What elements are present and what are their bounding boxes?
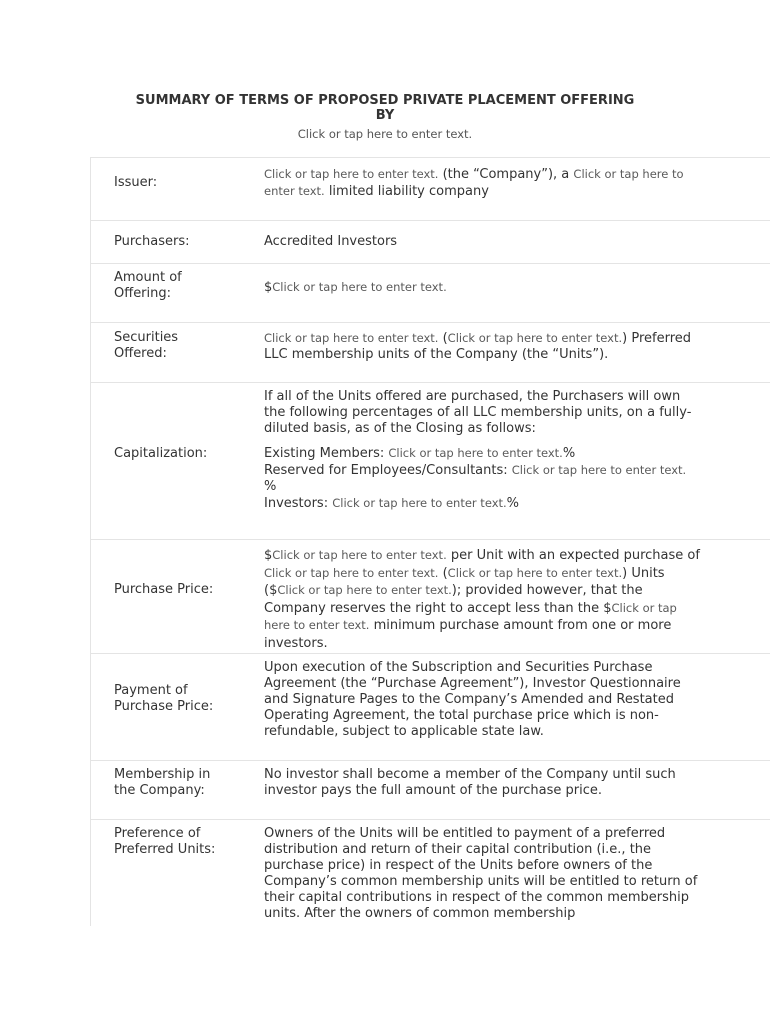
cap-reserved bbox=[264, 462, 704, 495]
cap-investors bbox=[264, 495, 704, 512]
content-payment: Upon execution of the Subscription and Securities Purchase Agreement (the “Purchase Agreement”), Investor Questionnaire and Signature Pages to the Company’s Amended and Restated Operating Agreement, the total purchase price which is non-refundable, subject to applicable state law. bbox=[264, 660, 681, 739]
cap-existing-members bbox=[264, 445, 704, 462]
capitalization-intro: If all of the Units offered are purchased, the Purchasers will own the following percentages of all LLC membership units, on a fully-diluted basis, as of the Closing as follows: bbox=[264, 389, 692, 436]
label-purchase-price: Purchase Price: bbox=[114, 582, 214, 597]
placeholder-units-words[interactable]: Click or tap here to enter text. bbox=[264, 331, 439, 345]
issuer-text-1: (the “Company”), a bbox=[438, 167, 574, 182]
placeholder-existing-pct[interactable]: Click or tap here to enter text. bbox=[388, 446, 563, 460]
investors-pct-sign: % bbox=[506, 496, 520, 511]
placeholder-reserved-pct[interactable]: Click or tap here to enter text. bbox=[511, 463, 687, 477]
placeholder-expected-units-number[interactable]: Click or tap here to enter text. bbox=[447, 565, 623, 580]
placeholder-state[interactable]: Click or tap here to enter text. bbox=[264, 167, 684, 198]
content-securities bbox=[264, 330, 704, 363]
placeholder-expected-units-words[interactable]: Click or tap here to enter text. bbox=[264, 565, 439, 580]
amount-prefix: $ bbox=[264, 280, 273, 295]
label-amount: Amount of Offering: bbox=[114, 270, 182, 301]
placeholder-company-name[interactable]: Click or tap here to enter text. bbox=[264, 167, 439, 181]
price-text-1: $ bbox=[264, 548, 273, 563]
label-securities: Securities Offered: bbox=[114, 330, 179, 361]
row-payment bbox=[91, 654, 770, 761]
price-text-3: ( bbox=[438, 565, 448, 581]
content-preference: Owners of the Units will be entitled to payment of a preferred distribution and return of their capital contribution (i.e., the purchase price) in respect of the Units before owners of the Company’s common membership units will be entitled to return of their capital contributions in respect of the common membership units. After the owners of common membership bbox=[264, 826, 698, 921]
label-payment: Payment of Purchase Price: bbox=[114, 683, 214, 714]
row-amount bbox=[91, 264, 770, 323]
placeholder-units-number[interactable]: Click or tap here to enter text. bbox=[447, 331, 623, 345]
placeholder-amount[interactable]: Click or tap here to enter text. bbox=[272, 280, 447, 294]
terms-table bbox=[90, 157, 770, 926]
content-purchase-price bbox=[264, 547, 704, 652]
document-title bbox=[0, 93, 770, 123]
placeholder-investors-pct[interactable]: Click or tap here to enter text. bbox=[332, 496, 507, 510]
row-purchasers bbox=[91, 221, 770, 264]
placeholder-minimum-amount[interactable]: Click or tap here to enter text. bbox=[264, 600, 677, 632]
issuer-text-2: limited liability company bbox=[324, 184, 489, 199]
content-capitalization bbox=[264, 389, 704, 512]
row-securities bbox=[91, 323, 770, 383]
title-by: BY bbox=[375, 108, 395, 123]
reserved-pct-sign: % bbox=[264, 479, 277, 494]
label-issuer: Issuer: bbox=[114, 175, 158, 190]
content-issuer bbox=[264, 166, 704, 200]
price-text-4: ) Units ($ bbox=[264, 565, 665, 598]
label-membership: Membership in the Company: bbox=[114, 767, 211, 798]
row-capitalization bbox=[91, 383, 770, 540]
placeholder-total-amount[interactable]: Click or tap here to enter text. bbox=[277, 583, 452, 597]
label-capitalization: Capitalization: bbox=[114, 446, 208, 461]
price-text-6: minimum purchase amount from one or more investors. bbox=[264, 618, 672, 651]
existing-pct-sign: % bbox=[562, 446, 576, 461]
investors-label: Investors: bbox=[264, 496, 333, 511]
row-purchase-price bbox=[91, 540, 770, 654]
reserved-label: Reserved for Employees/Consultants: bbox=[264, 463, 512, 478]
content-purchasers: Accredited Investors bbox=[264, 234, 398, 249]
issuer-name-placeholder[interactable]: Click or tap here to enter text. bbox=[297, 127, 473, 141]
content-membership: No investor shall become a member of the Company until such investor pays the full amount of the purchase price. bbox=[264, 767, 676, 798]
title-line: SUMMARY OF TERMS OF PROPOSED PRIVATE PLACEMENT OFFERING bbox=[135, 93, 635, 108]
label-preference: Preference of Preferred Units: bbox=[114, 826, 216, 857]
row-membership bbox=[91, 761, 770, 820]
securities-text-2: ) Preferred LLC membership units of the Company (the “Units”). bbox=[264, 331, 691, 362]
label-purchasers: Purchasers: bbox=[114, 234, 190, 249]
price-text-2: per Unit with an expected purchase of bbox=[446, 548, 700, 563]
content-amount bbox=[264, 279, 704, 296]
securities-text-1: ( bbox=[438, 331, 448, 346]
placeholder-unit-price[interactable]: Click or tap here to enter text. bbox=[272, 548, 447, 562]
price-text-5: ); provided however, that the Company reserves the right to accept less than the $ bbox=[264, 583, 643, 616]
row-preference bbox=[91, 820, 770, 926]
existing-members-label: Existing Members: bbox=[264, 446, 389, 461]
row-issuer bbox=[91, 158, 770, 221]
